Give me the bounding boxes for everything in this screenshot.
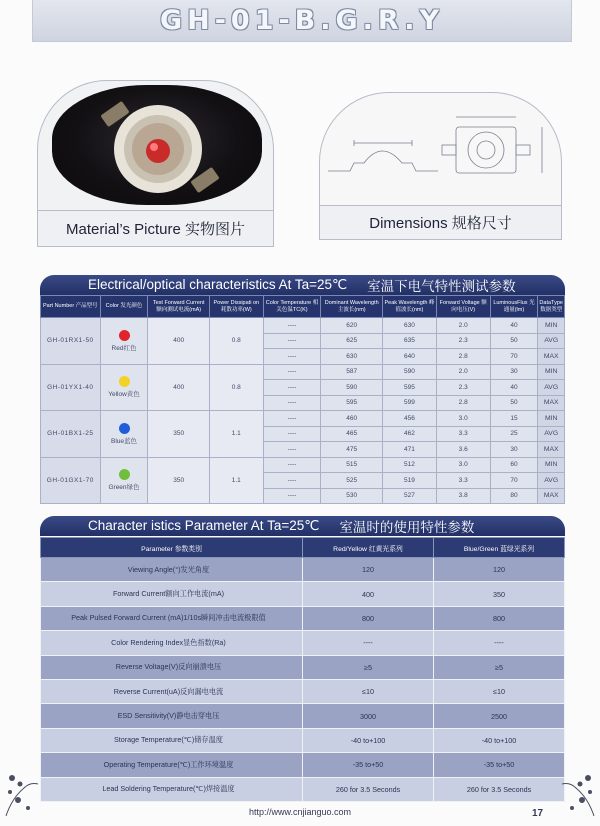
blue-green-value-cell: 2500 (434, 704, 565, 728)
forward-voltage-cell: 2.0 (436, 364, 490, 380)
dimension-drawing (320, 93, 562, 207)
luminous-flux-cell: 40 (490, 318, 538, 334)
power-dissipation-cell: 1.1 (209, 457, 263, 504)
electrical-section-title: Electrical/optical characteristics At Ta=25℃ (88, 277, 348, 292)
column-header: Power Dissipati on 耗散功率(W) (209, 296, 263, 318)
material-picture-label: Material’s Picture 实物图片 (38, 210, 273, 246)
peak-wavelength-cell: 630 (383, 318, 437, 334)
forward-voltage-cell: 3.3 (436, 473, 490, 489)
peak-wavelength-cell: 635 (383, 333, 437, 349)
parameter-table (40, 537, 565, 802)
color-dot-icon (119, 469, 130, 480)
column-header: Peak Wavelength 峰值波长(nm) (383, 296, 437, 318)
forward-voltage-cell: 2.3 (436, 333, 490, 349)
color-dot-icon (119, 330, 130, 341)
column-header: DataType 数据类型 (538, 296, 565, 318)
luminous-flux-cell: 30 (490, 442, 538, 458)
data-type-cell: MIN (538, 411, 565, 427)
test-current-cell: 350 (148, 411, 210, 458)
table-row (41, 679, 565, 703)
data-type-cell: MAX (538, 488, 565, 504)
color-label: Blue蓝色 (111, 437, 138, 445)
dimensions-panel (319, 92, 562, 240)
parameter-name-cell: Reverse Voltage(V)反向崩溃电压 (41, 655, 303, 679)
color-label: Red红色 (111, 344, 137, 352)
column-header: Color 发光颜色 (100, 296, 148, 318)
color-temp-cell: ---- (263, 395, 321, 411)
parameter-name-cell: Viewing Angle(°)发光角度 (41, 558, 303, 582)
luminous-flux-cell: 50 (490, 333, 538, 349)
red-yellow-value-cell: ≥5 (303, 655, 434, 679)
power-dissipation-cell: 1.1 (209, 411, 263, 458)
parameter-name-cell: Reverse Current(uA)反向漏电电流 (41, 679, 303, 703)
parameter-name-cell: Peak Pulsed Forward Current (mA)1/10s瞬间冲击电流极限值 (41, 606, 303, 630)
table-row (41, 558, 565, 582)
parameter-section-header (40, 516, 565, 536)
column-header: Forward Voltage 额向电压(V) (436, 296, 490, 318)
data-type-cell: MIN (538, 364, 565, 380)
column-header: Test Forward Current 额向测试电流(mA) (148, 296, 210, 318)
column-header: Part Number 产品型号 (41, 296, 101, 318)
color-dot-icon (119, 423, 130, 434)
table-row (41, 411, 565, 427)
peak-wavelength-cell: 599 (383, 395, 437, 411)
luminous-flux-cell: 25 (490, 426, 538, 442)
peak-wavelength-cell: 595 (383, 380, 437, 396)
data-type-cell: MAX (538, 442, 565, 458)
dominant-wavelength-cell: 530 (321, 488, 383, 504)
parameter-name-cell: Color Rendering Index显色指数(Ra) (41, 631, 303, 655)
forward-voltage-cell: 2.0 (436, 318, 490, 334)
luminous-flux-cell: 60 (490, 457, 538, 473)
color-temp-cell: ---- (263, 380, 321, 396)
blue-green-value-cell: ≥5 (434, 655, 565, 679)
luminous-flux-cell: 30 (490, 364, 538, 380)
red-yellow-value-cell: -40 to+100 (303, 728, 434, 752)
dominant-wavelength-cell: 460 (321, 411, 383, 427)
data-type-cell: MAX (538, 349, 565, 365)
forward-voltage-cell: 3.0 (436, 411, 490, 427)
dominant-wavelength-cell: 630 (321, 349, 383, 365)
parameter-name-cell: Storage Temperature(℃)储存温度 (41, 728, 303, 752)
luminous-flux-cell: 70 (490, 473, 538, 489)
color-temp-cell: ---- (263, 349, 321, 365)
luminous-flux-cell: 80 (490, 488, 538, 504)
red-yellow-value-cell: ---- (303, 631, 434, 655)
table-row (41, 582, 565, 606)
red-yellow-value-cell: ≤10 (303, 679, 434, 703)
test-current-cell: 350 (148, 457, 210, 504)
blue-green-value-cell: 120 (434, 558, 565, 582)
data-type-cell: MIN (538, 457, 565, 473)
data-type-cell: MAX (538, 395, 565, 411)
blue-green-value-cell: -35 to+50 (434, 753, 565, 777)
parameter-name-cell: Forward Current额向工作电流(mA) (41, 582, 303, 606)
part-number-cell: GH-01RX1-50 (41, 318, 101, 365)
color-label: Green绿色 (108, 484, 140, 492)
led-illustration (52, 85, 262, 205)
dominant-wavelength-cell: 625 (321, 333, 383, 349)
test-current-cell: 400 (148, 318, 210, 365)
product-title: GH-01-B.G.R.Y (159, 5, 445, 36)
color-temp-cell: ---- (263, 457, 321, 473)
color-temp-cell: ---- (263, 333, 321, 349)
footer-url[interactable]: http://www.cnjianguo.com (248, 807, 352, 817)
blue-green-value-cell: 350 (434, 582, 565, 606)
dominant-wavelength-cell: 475 (321, 442, 383, 458)
forward-voltage-cell: 3.6 (436, 442, 490, 458)
dominant-wavelength-cell: 465 (321, 426, 383, 442)
forward-voltage-cell: 2.8 (436, 395, 490, 411)
luminous-flux-cell: 15 (490, 411, 538, 427)
power-dissipation-cell: 0.8 (209, 364, 263, 411)
electrical-section-header (40, 275, 565, 295)
blue-green-value-cell: ≤10 (434, 679, 565, 703)
data-type-cell: MIN (538, 318, 565, 334)
table-row (41, 606, 565, 630)
electrical-section-title-cn: 室温下电气特性测试参数 (367, 279, 516, 294)
part-number-cell: GH-01YX1-40 (41, 364, 101, 411)
color-cell (100, 457, 148, 504)
color-label: Yellow黄色 (108, 391, 140, 399)
blue-green-value-cell: 800 (434, 606, 565, 630)
table-row (41, 753, 565, 777)
material-picture-panel (37, 80, 274, 247)
table-header-row (41, 296, 565, 318)
column-header: Dominant Wavelength 主波长(nm) (321, 296, 383, 318)
peak-wavelength-cell: 456 (383, 411, 437, 427)
dominant-wavelength-cell: 587 (321, 364, 383, 380)
dominant-wavelength-cell: 620 (321, 318, 383, 334)
parameter-section-title: Character istics Parameter At Ta=25℃ (88, 518, 320, 533)
red-yellow-value-cell: -35 to+50 (303, 753, 434, 777)
red-yellow-value-cell: 3000 (303, 704, 434, 728)
peak-wavelength-cell: 462 (383, 426, 437, 442)
forward-voltage-cell: 2.3 (436, 380, 490, 396)
color-temp-cell: ---- (263, 426, 321, 442)
table-header-row (41, 538, 565, 558)
red-yellow-value-cell: 800 (303, 606, 434, 630)
data-type-cell: AVG (538, 333, 565, 349)
color-temp-cell: ---- (263, 318, 321, 334)
blue-green-value-cell: 260 for 3.5 Seconds (434, 777, 565, 801)
part-number-cell: GH-01GX1-70 (41, 457, 101, 504)
color-temp-cell: ---- (263, 411, 321, 427)
page-number: 17 (532, 808, 544, 819)
dominant-wavelength-cell: 515 (321, 457, 383, 473)
color-dot-icon (119, 376, 130, 387)
column-header: LuminousFlux 光通量(lm) (490, 296, 538, 318)
red-yellow-value-cell: 260 for 3.5 Seconds (303, 777, 434, 801)
peak-wavelength-cell: 590 (383, 364, 437, 380)
luminous-flux-cell: 40 (490, 380, 538, 396)
parameter-name-cell: Lead Soldering Temperature(℃)焊接温度 (41, 777, 303, 801)
dominant-wavelength-cell: 590 (321, 380, 383, 396)
peak-wavelength-cell: 519 (383, 473, 437, 489)
table-row (41, 704, 565, 728)
peak-wavelength-cell: 527 (383, 488, 437, 504)
color-cell (100, 364, 148, 411)
power-dissipation-cell: 0.8 (209, 318, 263, 365)
table-row (41, 631, 565, 655)
luminous-flux-cell: 50 (490, 395, 538, 411)
blue-green-value-cell: -40 to+100 (434, 728, 565, 752)
title-banner (32, 0, 572, 42)
table-row (41, 318, 565, 334)
dimensions-label: Dimensions 规格尺寸 (320, 205, 561, 239)
parameter-name-cell: Operating Temperature(℃)工作环境温度 (41, 753, 303, 777)
forward-voltage-cell: 3.8 (436, 488, 490, 504)
table-row (41, 457, 565, 473)
forward-voltage-cell: 3.3 (436, 426, 490, 442)
forward-voltage-cell: 3.0 (436, 457, 490, 473)
column-header: Color Temperature 相关色温TC(K) (263, 296, 321, 318)
peak-wavelength-cell: 512 (383, 457, 437, 473)
data-type-cell: AVG (538, 380, 565, 396)
parameter-name-cell: ESD Sensitivity(V)静电击穿电压 (41, 704, 303, 728)
electrical-characteristics-table (40, 295, 565, 504)
color-cell (100, 411, 148, 458)
table-row (41, 728, 565, 752)
part-number-cell: GH-01BX1-25 (41, 411, 101, 458)
table-row (41, 364, 565, 380)
red-yellow-value-cell: 120 (303, 558, 434, 582)
column-header: Blue/Green 蓝绿光系列 (434, 538, 565, 558)
color-cell (100, 318, 148, 365)
color-temp-cell: ---- (263, 473, 321, 489)
color-temp-cell: ---- (263, 442, 321, 458)
color-temp-cell: ---- (263, 488, 321, 504)
blue-green-value-cell: ---- (434, 631, 565, 655)
table-row (41, 655, 565, 679)
dominant-wavelength-cell: 525 (321, 473, 383, 489)
table-row (41, 777, 565, 801)
parameter-section-title-cn: 室温时的使用特性参数 (339, 520, 475, 535)
dominant-wavelength-cell: 595 (321, 395, 383, 411)
column-header: Parameter 参数类别 (41, 538, 303, 558)
led-photo (52, 85, 262, 205)
data-type-cell: AVG (538, 473, 565, 489)
peak-wavelength-cell: 471 (383, 442, 437, 458)
test-current-cell: 400 (148, 364, 210, 411)
color-temp-cell: ---- (263, 364, 321, 380)
data-type-cell: AVG (538, 426, 565, 442)
forward-voltage-cell: 2.8 (436, 349, 490, 365)
column-header: Red/Yellow 红黄光系列 (303, 538, 434, 558)
luminous-flux-cell: 70 (490, 349, 538, 365)
peak-wavelength-cell: 640 (383, 349, 437, 365)
red-yellow-value-cell: 400 (303, 582, 434, 606)
